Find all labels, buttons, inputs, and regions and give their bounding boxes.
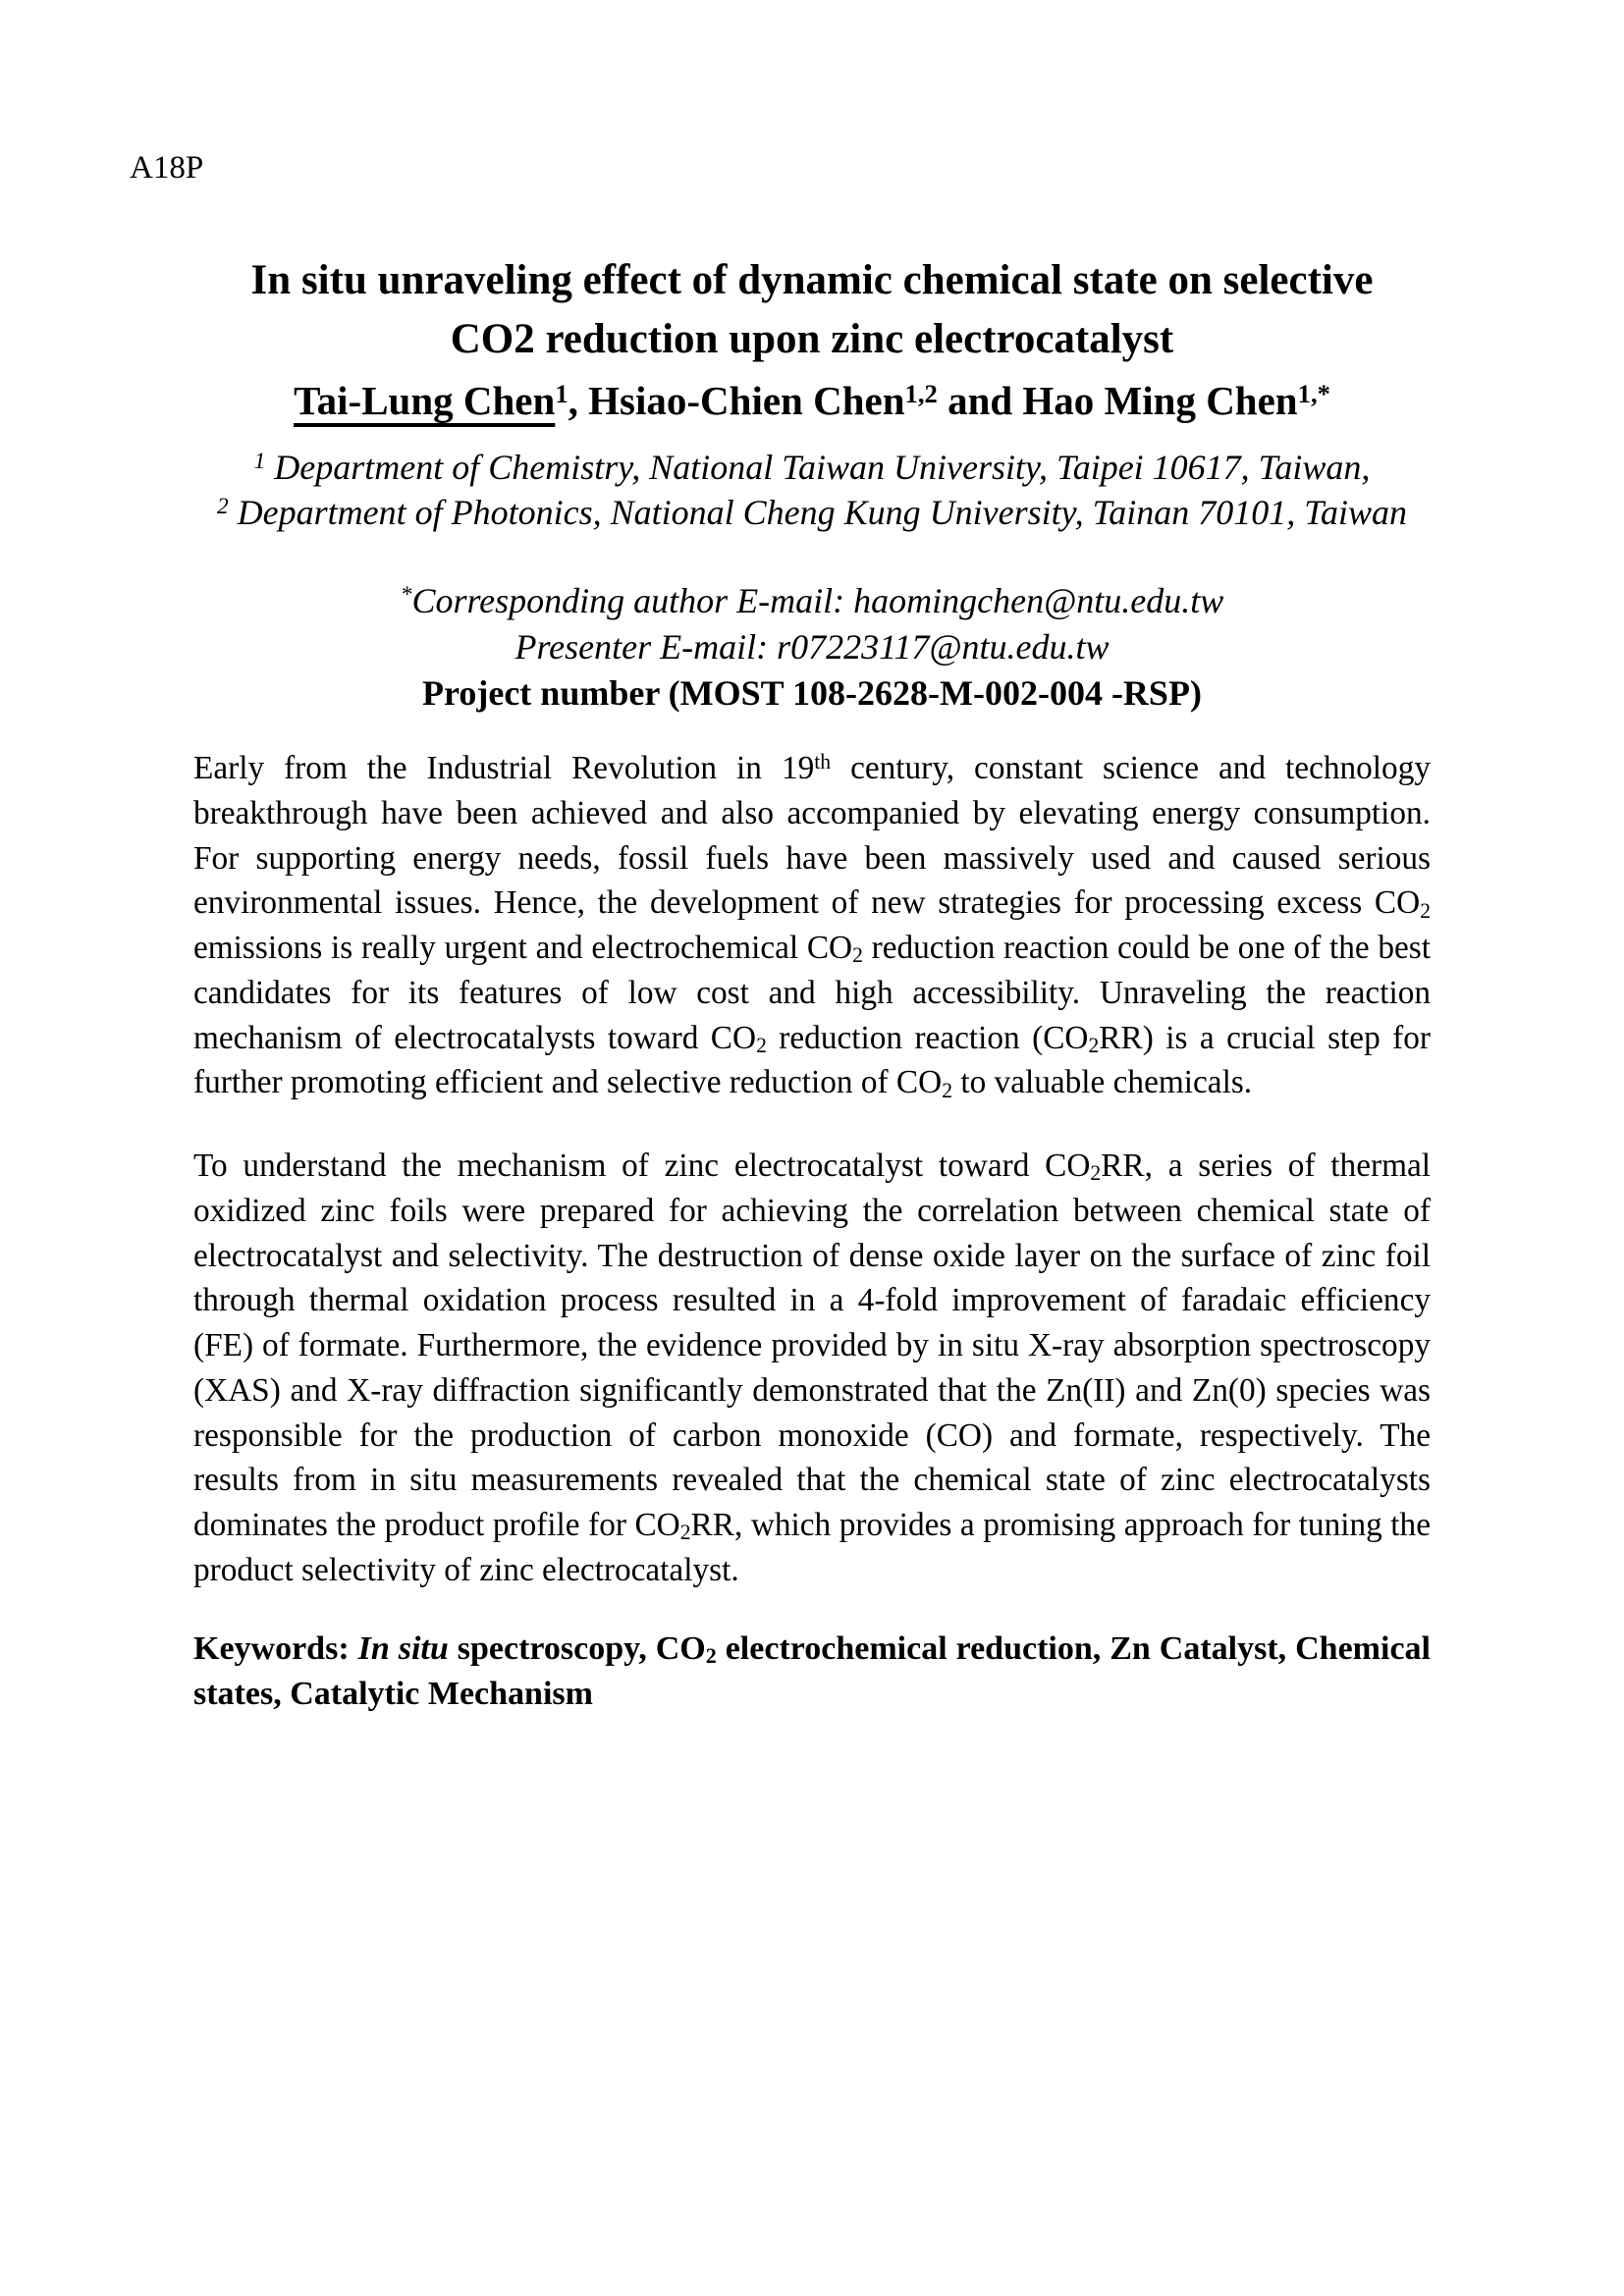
affiliation-1: $^1$ Department of Chemistry, National Taiwan University, Taipei 10617, Taiwan, [253,448,1371,487]
authors-line: Tai-Lung Chen$^1$, Hsiao-Chien Chen$^{1,2}$ and Hao Ming Chen$^{1,*}$ [294,378,1330,423]
paper-title-line-1: In situ unraveling effect of dynamic chemical state on selective [250,257,1374,303]
presenter-email-line: Presenter E-mail: r07223117@ntu.edu.tw [514,627,1110,667]
contact-block [193,578,1431,717]
affiliation-2: $^2$ Department of Photonics, National Cheng Kung University, Tainan 70101, Taiwan [216,493,1408,532]
abstract-paragraph-2: To understand the mechanism of zinc electrocatalyst toward CO2RR, a series of thermal oxidized zinc foils were prepared for achieving the correlation between chemical state of electrocatalyst and selectivity. The destruction of dense oxide layer on the surface of zinc foil through thermal oxidation process resulted in a 4-fold improvement of faradaic efficiency (FE) of formate. Furthermore, the evidence provided by in situ X-ray absorption spectroscopy (XAS) and X-ray diffraction significantly demonstrated that the Zn(II) and Zn(0) species was responsible for the production of carbon monoxide (CO) and formate, respectively. The results from in situ measurements revealed that the chemical state of zinc electrocatalysts dominates the product profile for CO2RR, which provides a promising approach for tuning the product selectivity of zinc electrocatalyst. [193,1148,1432,1588]
affiliations-block [193,445,1431,535]
keywords-line: Keywords: In situ spectroscopy, CO2 electrochemical reduction, Zn Catalyst, Chemical states, Catalytic Mechanism [193,1629,1431,1712]
paper-title [193,251,1431,369]
project-number-line: Project number (MOST 108-2628-M-002-004 -RSP) [422,673,1202,713]
abstract-code: A18P [130,150,204,186]
abstract-paragraph-1: Early from the Industrial Revolution in 19th century, constant science and technology breakthrough have been achieved and also accompanied by elevating energy consumption. For supporting energy needs, fossil fuels have been massively used and caused serious environmental issues. Hence, the development of new strategies for processing excess CO2 emissions is really urgent and electrochemical CO2 reduction reaction could be one of the best candidates for its features of low cost and high accessibility. Unraveling the reaction mechanism of electrocatalysts toward CO2 reduction reaction (CO2RR) is a crucial step for further promoting efficient and selective reduction of CO2 to valuable chemicals. [193,750,1431,1102]
corresponding-author-email-line: *Corresponding author E-mail: haomingchen@ntu.edu.tw [400,581,1224,620]
paper-title-line-2: CO2 reduction upon zinc electrocatalyst [450,316,1174,362]
